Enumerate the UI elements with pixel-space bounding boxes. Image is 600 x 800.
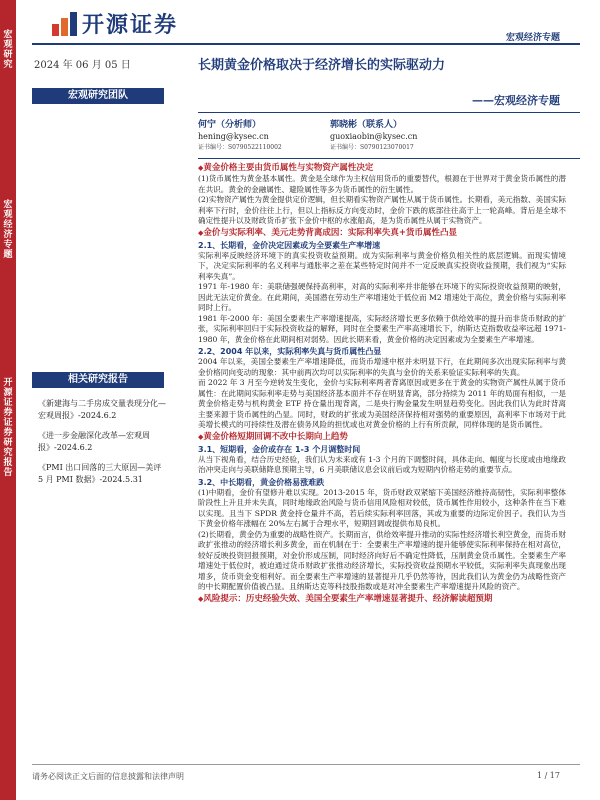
logo-text: 开源证券 <box>82 13 179 38</box>
body-paragraph: 从当下视角看，结合历史经验，我们认为未来或有 1-3 个月的下调整时间，具体走向、幅度与长度或由地缘政治冲突走向与美联储降息预期主导，6 月美联储议息会议前后或为短期内价格走势的重要节点。 <box>198 454 566 474</box>
body-paragraph: 2004 年以来，美国全要素生产率增速降低，而货币增速中枢并未明显下行，在此期间多次出现实际利率与黄金价格同向变动的现象：其中前两次均可以实际利率的失真与金价的关系来验证实际利率的失真。 <box>198 357 566 377</box>
sidebar-mid-label: 宏观经济专题 <box>3 200 13 260</box>
section-heading: ◆ 黄金价格主要由货币属性与实物资产属性决定 <box>198 162 566 174</box>
body-paragraph: 而 2022 年 3 月至今逆转发生变化，金价与实际利率两者背离原因或更多在于黄金的实物资产属性从属于货币属性：在此期间实际利率走势与美国经济基本面并不存在明显背离，部分持续为 2011 年的局面有相似，一是黄金价格走势与机构黄金 ETF 持仓量出现背离，二是央行购金量发生明显趋势变化。因此我们认为此时背离主要来源于货币属性的凸显。同时，财政的扩张或为美国经济保持相对强势的重要原因，高利率下市场对于此美增长模式的可持续性及潜在债务风险的担忧或也对黄金价格的上行有所贡献，同样体现的是货币属性。 <box>198 378 566 429</box>
body-paragraph: (2)实物资产属性为黄金提供定价逻辑，但长期看实物资产属性从属于货币属性。长期看，美元指数、美国实际利率下行时，金价往往上行，但以上指标反方向变动时，金价下跌的底部往往高于上一轮高峰。背后是全球不确定性提升以及财政货币扩张下金价中枢的水涨船高，是为货币属性从属于实物资产。 <box>198 195 566 225</box>
author-name: 何宁（分析师） <box>198 120 262 130</box>
author-cert: 证书编号：S0790522110002 <box>198 144 282 151</box>
doc-type: 宏观经济专题 <box>505 33 560 43</box>
subsection-heading: 3.2、中长期看，黄金价格易涨难跌 <box>198 477 325 487</box>
body-paragraph: 实际利率反映经济环境下的真实投资收益预期。成为实际利率与黄金价格负相关性的底层逻辑。而现实情境下，决定实际利率的名义利率与通胀率之差在某些特定时间并不一定反映真实投资收益预期，我们视为“实际利率失真”。 <box>198 250 566 281</box>
author-cert: 证书编号：S0790123070017 <box>330 144 414 151</box>
body-paragraph: 1971 年-1980 年：美联储强硬保持高利率，对高的实际利率并非能够在环境下的实际投资收益预期的映射，因此无法定价黄金。在此期间，美国潜在劳动生产率增速处于低位而 M2 增速处于高位，黄金价格与实际利率同时上行。 <box>198 282 566 312</box>
report-body <box>198 162 566 605</box>
subsection-heading: 2.1、长期看，金价决定因素或为全要素生产率增速 <box>198 240 381 250</box>
related-report-item[interactable]: 《进一步金融深化改革—宏观周报》-2024.6.2 <box>38 431 150 452</box>
report-date: 2024 年 06 月 05 日 <box>34 60 131 71</box>
company-logo <box>52 8 178 39</box>
team-label: 宏观研究团队 <box>32 88 164 104</box>
author-name: 郭晓彬（联系人） <box>330 120 403 130</box>
related-report-item[interactable]: 《新建海与二手房成交量表现分化—宏观周报》-2024.6.2 <box>38 399 166 420</box>
section-heading: ◆ 黄金价格短期回调不改中长期向上趋势 <box>198 431 566 443</box>
sidebar-top-label: 宏观研究 <box>3 30 13 70</box>
related-reports-heading: 相关研究报告 <box>32 372 164 388</box>
header-divider <box>32 43 580 45</box>
footer-disclaimer: 请务必阅读正文后面的信息披露和法律声明 <box>32 772 184 781</box>
title-divider <box>198 112 580 113</box>
subsection-heading: 2.2、2004 年以来，实际利率失真与货币属性凸显 <box>198 347 382 356</box>
logo-mark-icon <box>52 12 78 36</box>
report-title: 长期黄金价格取决于经济增长的实际驱动力 <box>198 58 446 73</box>
report-subtitle: ——宏观经济专题 <box>472 94 560 107</box>
body-paragraph: (2)长期看，黄金仍为重要的战略性资产。长期而言，供给效率提升推动的实际性经济增长利空黄金，而货币财政扩张推动的经济增长利多黄金，而在机制在于：全要素生产率增速的提升能够使实际利率保持在相对高位，较好反映投资回报预期，对金价形成压制，同时经济向好后不确定性降低，压制黄金货币属性。全要素生产率增速处于低位时，被迫通过货币财政扩张推动经济增长，实际投资收益预期水平较低，实际利率失真现象出现增多，货币资金变相利好。而全要素生产率增速的显著提升几乎仍然等待，因此我们认为黄金仍为战略性资产的中长期配置价值被凸显。且纳斯达克等科技股指数或是对冲全要素生产率增速提升风险的资产。 <box>198 529 566 591</box>
footer-divider <box>32 764 580 765</box>
author-divider <box>198 158 580 159</box>
section-heading: ◆ 风险提示：历史经验失效、美国全要素生产率增速显著提升、经济解读超预期 <box>198 593 566 605</box>
body-paragraph: 1981 年-2000 年：美国全要素生产率增速提高，实际经济增长更多依赖于供给效率的提升而非货币财政的扩张，实际利率回归于实际投资收益的解释，同时在全要素生产率高速增长下，纳斯达克指数收益率远超 1971-1980 年，黄金价格在此期间相对弱势。因此长期来看，黄金价格的决定因素或为全要素生产率增速。 <box>198 313 566 344</box>
author-email[interactable]: hening@kysec.cn <box>198 132 269 141</box>
sidebar-bottom-label: 开源证券 证券研究报告 <box>3 378 13 478</box>
author-card-2 <box>330 120 417 153</box>
body-paragraph: (1)中期看，金价有望修升难以实现。2013-2015 年，货币财政双紧缩下美国经济维持高韧性，实际利率整体阶段性上升且并未失真，同时地缘政治风险与货币信用风险相对较低，货币属性作用较小，这种条件在当下难以实现。且当下 SPDR 黄金持仓量并不高，若后续实际利率回落，其或为重要的边际定价因子。我们认为当下黄金价格年涨幅在 20%左右属于合理水平，短期回调或提供布局良机。 <box>198 487 566 528</box>
related-report-item[interactable]: 《PMI 出口回落的三大原因—美评 5 月 PMI 数据》-2024.5.31 <box>38 463 162 484</box>
author-card-1 <box>198 120 282 153</box>
author-email[interactable]: guoxiaobin@kysec.cn <box>330 132 418 141</box>
page-number: 1 / 17 <box>536 771 560 780</box>
subsection-heading: 3.1、短期看，金价或存在 1-3 个月调整时间 <box>198 444 361 454</box>
body-paragraph: (1)货币属性为黄金基本属性。黄金是全球作为主权信用货币的重要替代，根源在于世界对于黄金货币属性的潜在共识。黄金的金融属性、避险属性等多为货币属性的衍生属性。 <box>198 174 566 194</box>
section-heading: ◆ 金价与实际利率、美元走势背离成因：实际利率失真+货币属性凸显 <box>198 227 566 239</box>
